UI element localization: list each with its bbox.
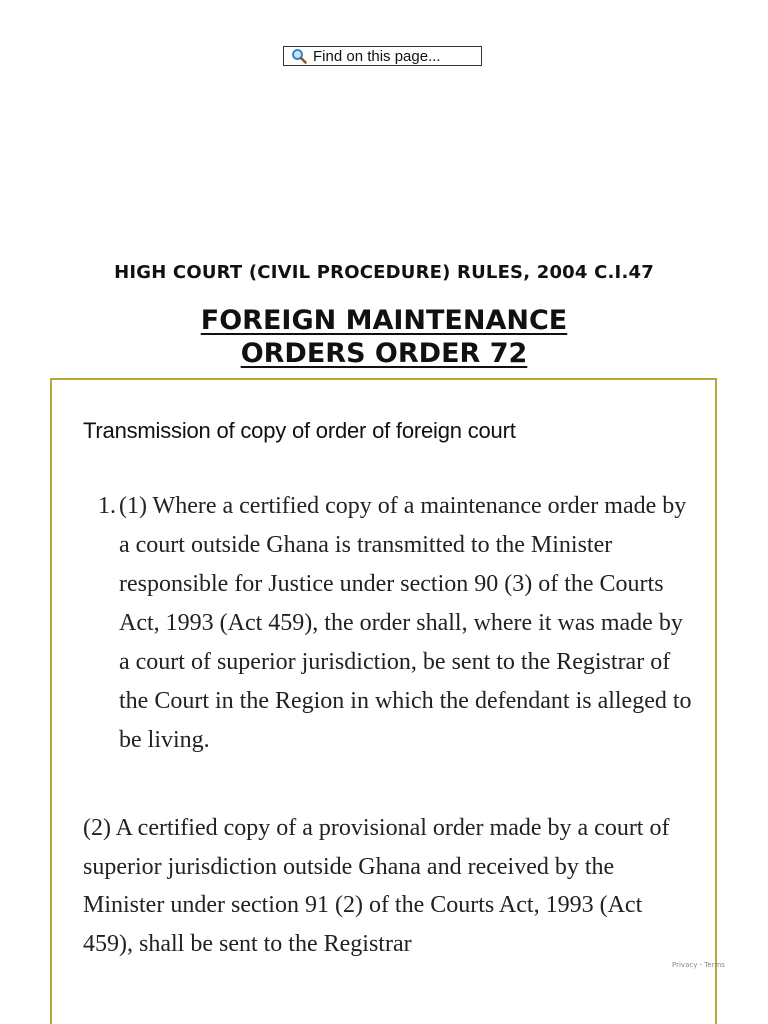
section-heading: Transmission of copy of order of foreign court — [83, 418, 516, 443]
clause-2-text: (2) A certified copy of a provisional order made by a court of superior jurisdiction outside Ghana and received by the Minister under section 91 (2) of the Courts Act, 1993 (Act 459), shall be sent to the Registrar — [83, 815, 670, 957]
magnifier-icon — [291, 48, 307, 64]
document-title-line-1: FOREIGN MAINTENANCE — [200, 305, 568, 336]
find-on-page-label: Find on this page... — [313, 47, 441, 65]
document-subtitle: HIGH COURT (CIVIL PROCEDURE) RULES, 2004 C.I.47 — [114, 262, 654, 283]
document-title — [0, 304, 768, 370]
clause-1-text: (1) Where a certified copy of a maintenance order made by a court outside Ghana is transmitted to the Minister responsible for Justice under section 90 (3) of the Courts Act, 1993 (Act 459), the order shall, where it was made by a court of superior jurisdiction, be sent to the Registrar of the Court in the Region in which the defendant is alleged to be living. — [119, 493, 692, 753]
clause-1 — [98, 487, 698, 760]
find-on-page-button[interactable] — [283, 46, 482, 66]
section-content-box — [50, 378, 717, 1024]
document-title-line-2: ORDERS ORDER 72 — [240, 338, 528, 369]
privacy-terms-link[interactable]: Privacy - Terms — [672, 961, 725, 969]
clause-number: 1. — [98, 493, 116, 519]
